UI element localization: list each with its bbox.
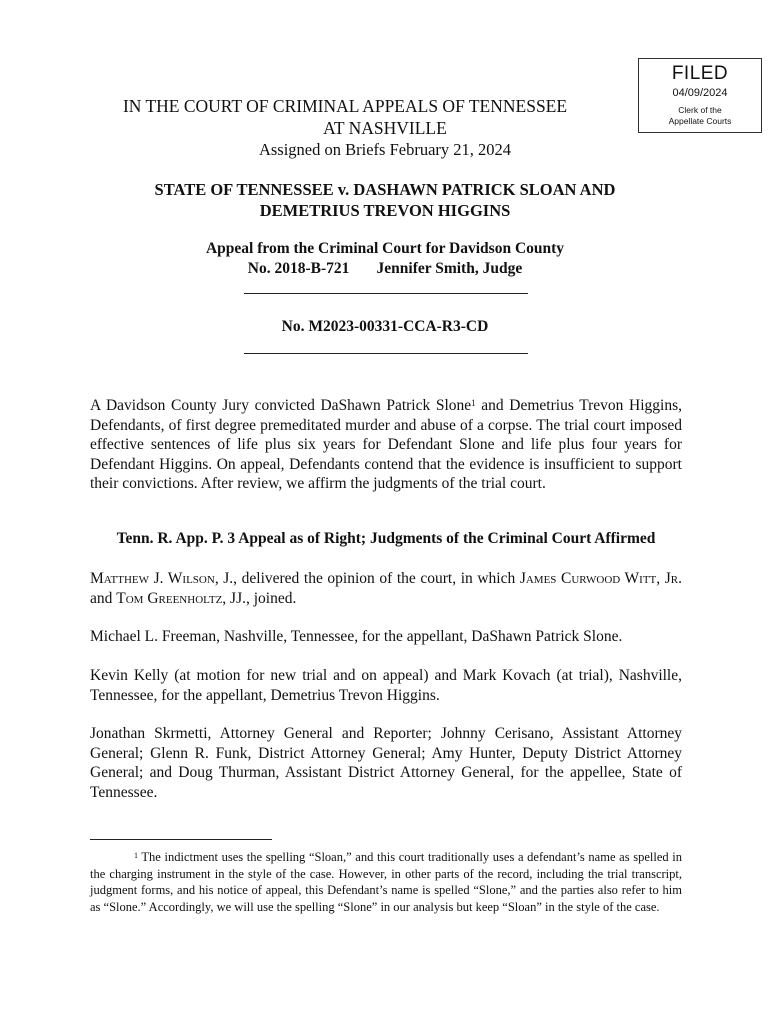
trial-case-number: No. 2018-B-721 xyxy=(247,260,350,277)
case-style-line-2: DEMETRIUS TREVON HIGGINS xyxy=(259,201,511,220)
footnote-separator xyxy=(90,839,272,840)
trial-judge: Jennifer Smith, Judge xyxy=(376,260,523,277)
counsel-appellant-higgins: Kevin Kelly (at motion for new trial and on appeal) and Mark Kovach (at trial), Nashville, Tennessee, for the appellant, Demetrius Trevon Higgins. xyxy=(90,667,682,704)
concurring-judge-2: Tom Greenholtz xyxy=(116,589,223,607)
filed-label: FILED xyxy=(671,63,729,84)
clerk-line-1: Clerk of the xyxy=(678,105,722,115)
footnote-marker: 1 xyxy=(471,398,476,408)
summary-text-start: A Davidson County Jury convicted DaShawn Patrick Slone xyxy=(90,397,472,414)
opinion-text-1: , J., delivered the opinion of the court, in which xyxy=(214,570,520,587)
assigned-date: Assigned on Briefs February 21, 2024 xyxy=(258,140,512,159)
case-summary xyxy=(90,396,682,494)
filed-date: 04/09/2024 xyxy=(672,87,728,99)
holding-line: Tenn. R. App. P. 3 Appeal as of Right; Judgments of the Criminal Court Affirmed xyxy=(116,530,656,547)
clerk-line-2: Appellate Courts xyxy=(668,116,732,126)
counsel-appellee-state: Jonathan Skrmetti, Attorney General and Reporter; Johnny Cerisano, Assistant Attorney General; Glenn R. Funk, District Attorney General; Amy Hunter, Deputy District Attorney General; and Doug Thurman, Assistant District Attorney General, for the appellee, State of Tennessee. xyxy=(90,725,682,801)
judge-suffix: Jr. xyxy=(664,570,682,587)
court-location: AT NASHVILLE xyxy=(323,118,447,138)
opinion-attribution xyxy=(90,569,682,608)
appellate-case-number: No. M2023-00331-CCA-R3-CD xyxy=(281,318,489,335)
appeal-details xyxy=(0,260,770,278)
court-name: IN THE COURT OF CRIMINAL APPEALS OF TENNESSEE xyxy=(122,96,568,116)
appeal-origin: Appeal from the Criminal Court for Davidson County xyxy=(205,240,565,257)
opinion-text-2: , xyxy=(656,570,665,587)
footnote-text: The indictment uses the spelling “Sloan,” and this court traditionally uses a defendant’s name as spelled in the charging instrument in the style of the case. However, in other parts of the record, including the trial transcript, judgment forms, and his notice of appeal, this Defendant’s name is spelled “Slone,” and the parties also refer to him as “Slone.” Accordingly, we will use the spelling “Slone” in our analysis but keep “Sloan” in the style of the case. xyxy=(90,850,682,914)
case-style-line-1: STATE OF TENNESSEE v. DASHAWN PATRICK SLOAN AND xyxy=(154,180,616,199)
opinion-text-3: and xyxy=(90,589,117,607)
counsel-appellant-slone: Michael L. Freeman, Nashville, Tennessee, for the appellant, DaShawn Patrick Slone. xyxy=(90,628,623,645)
footnote xyxy=(90,849,682,915)
authoring-judge: Matthew J. Wilson xyxy=(90,570,215,587)
summary-text-end: and Demetrius Trevon Higgins, Defendants, of first degree premeditated murder and abuse of a corpse. The trial court imposed effective sentences of life plus six years for Defendant Slone and life plus four years for Defendant Higgins. On appeal, Defendants contend that the evidence is insufficient to support their convictions. After review, we affirm the judgments of the trial court. xyxy=(90,397,682,492)
opinion-text-4: , JJ., joined. xyxy=(222,589,297,607)
concurring-judge-1: James Curwood Witt xyxy=(519,570,657,587)
divider-rule xyxy=(244,353,528,354)
footnote-number: 1 xyxy=(134,851,138,860)
divider-rule xyxy=(244,293,528,294)
